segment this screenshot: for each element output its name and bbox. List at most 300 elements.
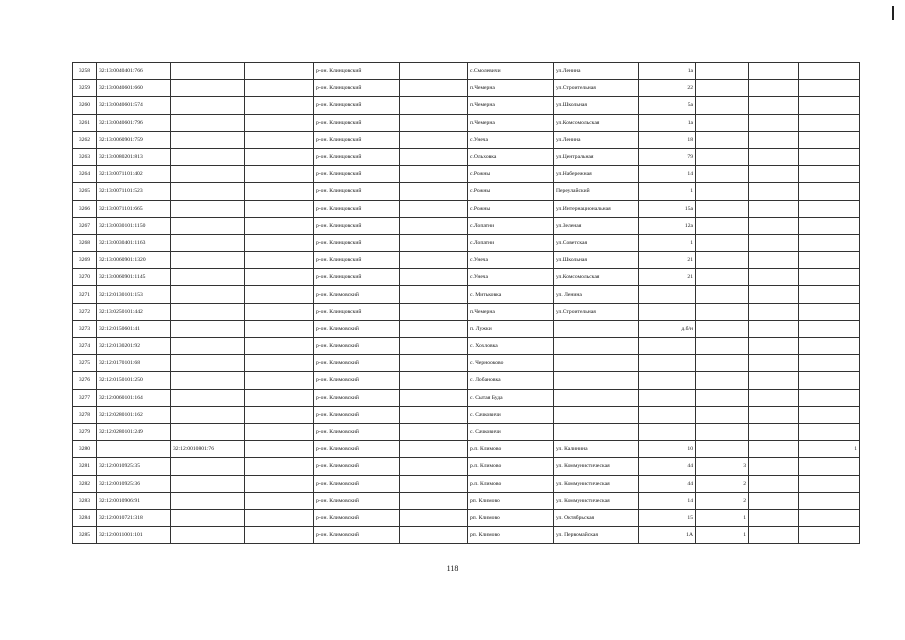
- table-row: [73, 131, 860, 148]
- row-number: 3274: [73, 338, 97, 355]
- district: р-он. Клинцовский: [314, 131, 400, 148]
- table-row: [73, 389, 860, 406]
- table-row: [73, 527, 860, 544]
- locality: с. Митьковка: [468, 286, 554, 303]
- house-number: 1: [639, 234, 696, 251]
- apartment-number: [696, 423, 749, 440]
- extra-number: [799, 217, 860, 234]
- apartment-number: [696, 183, 749, 200]
- table-row: [73, 320, 860, 337]
- empty-cell: [400, 492, 468, 509]
- street: [554, 338, 639, 355]
- extra-cell: [749, 389, 799, 406]
- street: ул.Ленина: [554, 131, 639, 148]
- extra-cell: [749, 441, 799, 458]
- row-number: 3258: [73, 63, 97, 80]
- house-number: 79: [639, 148, 696, 165]
- extra-cell: [749, 148, 799, 165]
- cadastral-number: 32:13:0080201:813: [97, 148, 171, 165]
- locality: с.Рожны: [468, 200, 554, 217]
- parent-cadastral-number: [171, 423, 245, 440]
- row-number: 3283: [73, 492, 97, 509]
- extra-number: [799, 338, 860, 355]
- empty-cell: [245, 492, 314, 509]
- apartment-number: [696, 303, 749, 320]
- district: р-он. Климовский: [314, 509, 400, 526]
- extra-number: [799, 372, 860, 389]
- empty-cell: [245, 200, 314, 217]
- table-row: [73, 80, 860, 97]
- street: ул. Ленина: [554, 286, 639, 303]
- empty-cell: [245, 372, 314, 389]
- extra-cell: [749, 320, 799, 337]
- house-number: 12а: [639, 217, 696, 234]
- district: р-он. Климовский: [314, 320, 400, 337]
- table-row: [73, 406, 860, 423]
- parent-cadastral-number: [171, 200, 245, 217]
- apartment-number: [696, 148, 749, 165]
- row-number: 3264: [73, 166, 97, 183]
- extra-cell: [749, 355, 799, 372]
- table-row: [73, 63, 860, 80]
- district: р-он. Клинцовский: [314, 166, 400, 183]
- parent-cadastral-number: [171, 252, 245, 269]
- empty-cell: [245, 389, 314, 406]
- extra-number: [799, 423, 860, 440]
- extra-cell: [749, 423, 799, 440]
- house-number: 5а: [639, 97, 696, 114]
- extra-cell: [749, 509, 799, 526]
- district: р-он. Климовский: [314, 389, 400, 406]
- cadastral-number: 32:12:0280101:249: [97, 423, 171, 440]
- house-number: [639, 286, 696, 303]
- cadastral-number: 32:12:0150101:250: [97, 372, 171, 389]
- house-number: 1: [639, 183, 696, 200]
- house-number: [639, 423, 696, 440]
- empty-cell: [245, 338, 314, 355]
- house-number: [639, 338, 696, 355]
- district: р-он. Климовский: [314, 527, 400, 544]
- extra-number: [799, 355, 860, 372]
- house-number: 21: [639, 252, 696, 269]
- street: ул. Калинина: [554, 441, 639, 458]
- empty-cell: [245, 441, 314, 458]
- table-row: [73, 492, 860, 509]
- locality: р.п. Климово: [468, 458, 554, 475]
- street: ул.Советская: [554, 234, 639, 251]
- extra-cell: [749, 303, 799, 320]
- locality: рп. Климово: [468, 509, 554, 526]
- row-number: 3279: [73, 423, 97, 440]
- district: р-он. Климовский: [314, 423, 400, 440]
- street: Переулайский: [554, 183, 639, 200]
- apartment-number: 2: [696, 492, 749, 509]
- extra-cell: [749, 406, 799, 423]
- house-number: 21: [639, 269, 696, 286]
- locality: с.Унеча: [468, 252, 554, 269]
- apartment-number: [696, 80, 749, 97]
- locality: п.Чемерна: [468, 80, 554, 97]
- district: р-он. Клинцовский: [314, 80, 400, 97]
- house-number: 22: [639, 80, 696, 97]
- parent-cadastral-number: [171, 389, 245, 406]
- house-number: 1А: [639, 527, 696, 544]
- parent-cadastral-number: [171, 183, 245, 200]
- row-number: 3280: [73, 441, 97, 458]
- locality: р.п. Климово: [468, 475, 554, 492]
- extra-cell: [749, 492, 799, 509]
- empty-cell: [245, 217, 314, 234]
- table-row: [73, 303, 860, 320]
- cadastral-number: 32:12:0010925:35: [97, 458, 171, 475]
- empty-cell: [245, 475, 314, 492]
- apartment-number: [696, 406, 749, 423]
- apartment-number: [696, 217, 749, 234]
- parent-cadastral-number: [171, 114, 245, 131]
- parent-cadastral-number: [171, 80, 245, 97]
- cadastral-number: 32:12:0010721:318: [97, 509, 171, 526]
- extra-cell: [749, 286, 799, 303]
- table-row: [73, 114, 860, 131]
- parent-cadastral-number: [171, 475, 245, 492]
- district: р-он. Климовский: [314, 355, 400, 372]
- extra-number: [799, 200, 860, 217]
- house-number: [639, 355, 696, 372]
- extra-number: [799, 63, 860, 80]
- empty-cell: [245, 320, 314, 337]
- extra-number: [799, 269, 860, 286]
- apartment-number: [696, 389, 749, 406]
- empty-cell: [400, 320, 468, 337]
- extra-number: [799, 183, 860, 200]
- apartment-number: [696, 441, 749, 458]
- house-number: 15а: [639, 200, 696, 217]
- district: р-он. Клинцовский: [314, 269, 400, 286]
- row-number: 3265: [73, 183, 97, 200]
- row-number: 3271: [73, 286, 97, 303]
- row-number: 3267: [73, 217, 97, 234]
- locality: с. Сытая Буда: [468, 389, 554, 406]
- locality: с. Хохловка: [468, 338, 554, 355]
- district: р-он. Клинцовский: [314, 148, 400, 165]
- table-row: [73, 166, 860, 183]
- registry-body: [73, 63, 860, 544]
- empty-cell: [400, 509, 468, 526]
- district: р-он. Климовский: [314, 458, 400, 475]
- extra-number: [799, 389, 860, 406]
- extra-number: [799, 166, 860, 183]
- extra-number: [799, 286, 860, 303]
- empty-cell: [400, 234, 468, 251]
- street: ул. Коммунистическая: [554, 458, 639, 475]
- empty-cell: [245, 131, 314, 148]
- district: р-он. Клинцовский: [314, 303, 400, 320]
- parent-cadastral-number: [171, 97, 245, 114]
- apartment-number: 1: [696, 509, 749, 526]
- parent-cadastral-number: 32:12:0010801:76: [171, 441, 245, 458]
- table-row: [73, 183, 860, 200]
- locality: р.п. Климово: [468, 441, 554, 458]
- table-row: [73, 286, 860, 303]
- parent-cadastral-number: [171, 338, 245, 355]
- table-row: [73, 475, 860, 492]
- cadastral-number: 32:12:0010906:91: [97, 492, 171, 509]
- street: ул.Зеленая: [554, 217, 639, 234]
- cadastral-number: 32:12:0060101:164: [97, 389, 171, 406]
- apartment-number: [696, 338, 749, 355]
- locality: с.Ольховка: [468, 148, 554, 165]
- cadastral-number: 32:13:0060901:1320: [97, 252, 171, 269]
- cadastral-number: 32:13:0040601:660: [97, 80, 171, 97]
- street: ул.Строительная: [554, 80, 639, 97]
- empty-cell: [245, 148, 314, 165]
- extra-number: [799, 114, 860, 131]
- empty-cell: [400, 252, 468, 269]
- row-number: 3282: [73, 475, 97, 492]
- empty-cell: [400, 166, 468, 183]
- row-number: 3261: [73, 114, 97, 131]
- apartment-number: [696, 97, 749, 114]
- street: [554, 320, 639, 337]
- locality: с.Лопатни: [468, 217, 554, 234]
- street: ул.Центральная: [554, 148, 639, 165]
- apartment-number: [696, 200, 749, 217]
- locality: с.Унеча: [468, 131, 554, 148]
- district: р-он. Клинцовский: [314, 63, 400, 80]
- apartment-number: [696, 320, 749, 337]
- apartment-number: [696, 166, 749, 183]
- cadastral-number: 32:13:0040601:574: [97, 97, 171, 114]
- empty-cell: [245, 286, 314, 303]
- empty-cell: [245, 114, 314, 131]
- parent-cadastral-number: [171, 166, 245, 183]
- cadastral-number: 32:12:0150601:41: [97, 320, 171, 337]
- row-number: 3276: [73, 372, 97, 389]
- apartment-number: [696, 63, 749, 80]
- extra-cell: [749, 217, 799, 234]
- row-number: 3284: [73, 509, 97, 526]
- street: ул. Коммунистическая: [554, 475, 639, 492]
- extra-number: [799, 527, 860, 544]
- table-row: [73, 423, 860, 440]
- empty-cell: [400, 200, 468, 217]
- empty-cell: [400, 114, 468, 131]
- cadastral-number: 32:12:0010925:36: [97, 475, 171, 492]
- extra-number: [799, 475, 860, 492]
- empty-cell: [245, 97, 314, 114]
- house-number: 44: [639, 475, 696, 492]
- house-number: [639, 372, 696, 389]
- house-number: 14: [639, 492, 696, 509]
- empty-cell: [245, 303, 314, 320]
- street: ул. Октябрьская: [554, 509, 639, 526]
- table-row: [73, 252, 860, 269]
- row-number: 3266: [73, 200, 97, 217]
- extra-number: [799, 406, 860, 423]
- cadastral-number: 32:13:0071101:402: [97, 166, 171, 183]
- row-number: 3259: [73, 80, 97, 97]
- empty-cell: [400, 131, 468, 148]
- empty-cell: [400, 303, 468, 320]
- street: [554, 355, 639, 372]
- extra-number: [799, 252, 860, 269]
- extra-cell: [749, 338, 799, 355]
- parent-cadastral-number: [171, 269, 245, 286]
- page-number: 118: [446, 564, 459, 573]
- apartment-number: [696, 114, 749, 131]
- street: ул.Ленина: [554, 63, 639, 80]
- empty-cell: [400, 148, 468, 165]
- extra-cell: [749, 63, 799, 80]
- locality: с.Смолевичи: [468, 63, 554, 80]
- apartment-number: [696, 131, 749, 148]
- table-row: [73, 441, 860, 458]
- street: ул.Набережная: [554, 166, 639, 183]
- extra-cell: [749, 183, 799, 200]
- extra-cell: [749, 114, 799, 131]
- locality: п.Чемерна: [468, 97, 554, 114]
- empty-cell: [245, 269, 314, 286]
- empty-cell: [400, 80, 468, 97]
- empty-cell: [245, 166, 314, 183]
- district: р-он. Климовский: [314, 441, 400, 458]
- locality: рп. Климово: [468, 527, 554, 544]
- district: р-он. Клинцовский: [314, 114, 400, 131]
- cadastral-number: 32:12:0011001:101: [97, 527, 171, 544]
- table-row: [73, 458, 860, 475]
- extra-cell: [749, 166, 799, 183]
- empty-cell: [400, 441, 468, 458]
- house-number: [639, 303, 696, 320]
- house-number: 1а: [639, 63, 696, 80]
- street: [554, 406, 639, 423]
- cadastral-number: 32:12:0130101:153: [97, 286, 171, 303]
- empty-cell: [400, 527, 468, 544]
- parent-cadastral-number: [171, 492, 245, 509]
- apartment-number: [696, 252, 749, 269]
- row-number: 3260: [73, 97, 97, 114]
- parent-cadastral-number: [171, 131, 245, 148]
- extra-number: [799, 131, 860, 148]
- district: р-он. Клинцовский: [314, 252, 400, 269]
- parent-cadastral-number: [171, 355, 245, 372]
- table-row: [73, 217, 860, 234]
- apartment-number: 1: [696, 527, 749, 544]
- district: р-он. Клинцовский: [314, 183, 400, 200]
- extra-number: [799, 80, 860, 97]
- locality: с. Лобановка: [468, 372, 554, 389]
- row-number: 3263: [73, 148, 97, 165]
- empty-cell: [400, 423, 468, 440]
- table-row: [73, 200, 860, 217]
- apartment-number: [696, 234, 749, 251]
- parent-cadastral-number: [171, 372, 245, 389]
- empty-cell: [400, 63, 468, 80]
- extra-cell: [749, 527, 799, 544]
- district: р-он. Клинцовский: [314, 234, 400, 251]
- house-number: [639, 406, 696, 423]
- empty-cell: [400, 475, 468, 492]
- apartment-number: [696, 372, 749, 389]
- street: ул.Интернациональная: [554, 200, 639, 217]
- row-number: 3272: [73, 303, 97, 320]
- cadastral-number: 32:13:0040401:766: [97, 63, 171, 80]
- house-number: 14: [639, 166, 696, 183]
- house-number: 18: [639, 131, 696, 148]
- extra-number: [799, 148, 860, 165]
- empty-cell: [245, 183, 314, 200]
- row-number: 3285: [73, 527, 97, 544]
- district: р-он. Климовский: [314, 372, 400, 389]
- locality: с.Рожны: [468, 166, 554, 183]
- empty-cell: [400, 355, 468, 372]
- house-number: [639, 389, 696, 406]
- apartment-number: 3: [696, 458, 749, 475]
- cadastral-number: 32:12:0170101:68: [97, 355, 171, 372]
- cadastral-number: 32:13:0060901:759: [97, 131, 171, 148]
- extra-cell: [749, 200, 799, 217]
- street: ул.Школьная: [554, 97, 639, 114]
- empty-cell: [400, 97, 468, 114]
- row-number: 3269: [73, 252, 97, 269]
- extra-cell: [749, 475, 799, 492]
- parent-cadastral-number: [171, 148, 245, 165]
- empty-cell: [400, 338, 468, 355]
- locality: рп. Климово: [468, 492, 554, 509]
- extra-number: [799, 234, 860, 251]
- locality: с. Сачковичи: [468, 406, 554, 423]
- locality: п. Лужки: [468, 320, 554, 337]
- row-number: 3262: [73, 131, 97, 148]
- table-row: [73, 338, 860, 355]
- extra-cell: [749, 97, 799, 114]
- row-number: 3275: [73, 355, 97, 372]
- empty-cell: [245, 458, 314, 475]
- empty-cell: [245, 252, 314, 269]
- extra-number: 1: [799, 441, 860, 458]
- extra-cell: [749, 269, 799, 286]
- cadastral-number: 32:13:0250101:442: [97, 303, 171, 320]
- district: р-он. Климовский: [314, 475, 400, 492]
- district: р-он. Клинцовский: [314, 200, 400, 217]
- page-edge-mark: [892, 6, 894, 20]
- row-number: 3270: [73, 269, 97, 286]
- empty-cell: [245, 355, 314, 372]
- street: ул. Первомайская: [554, 527, 639, 544]
- empty-cell: [245, 406, 314, 423]
- district: р-он. Клинцовский: [314, 217, 400, 234]
- apartment-number: [696, 286, 749, 303]
- parent-cadastral-number: [171, 458, 245, 475]
- locality: с.Унеча: [468, 269, 554, 286]
- locality: с.Лопатни: [468, 234, 554, 251]
- street: [554, 423, 639, 440]
- cadastral-number: 32:13:0030101:1150: [97, 217, 171, 234]
- extra-number: [799, 320, 860, 337]
- empty-cell: [245, 527, 314, 544]
- house-number: 44: [639, 458, 696, 475]
- parent-cadastral-number: [171, 217, 245, 234]
- empty-cell: [400, 286, 468, 303]
- cadastral-number: 32:13:0060901:1145: [97, 269, 171, 286]
- extra-cell: [749, 458, 799, 475]
- locality: с.Рожны: [468, 183, 554, 200]
- extra-cell: [749, 252, 799, 269]
- apartment-number: [696, 269, 749, 286]
- locality: с. Сачковичи: [468, 423, 554, 440]
- extra-number: [799, 97, 860, 114]
- street: [554, 389, 639, 406]
